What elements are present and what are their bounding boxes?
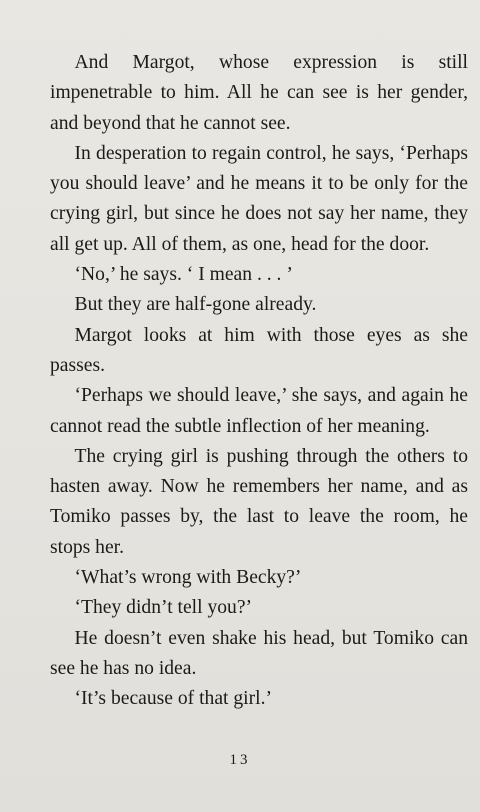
paragraph: ‘Perhaps we should leave,’ she says, and again he cannot read the subtle inflection of her meaning. xyxy=(50,385,468,437)
paragraph: He doesn’t even shake his head, but Tomiko can see he has no idea. xyxy=(50,627,468,679)
paragraph: Margot looks at him with those eyes as she passes. xyxy=(50,324,468,376)
paragraph: ‘They didn’t tell you?’ xyxy=(74,597,253,619)
paragraph: In desperation to regain control, he says, ‘Perhaps you should leave’ and he means it to be only for the crying girl, but since he does not say her name, they all get up. All of them, as one, head for the door. xyxy=(50,142,468,255)
paragraph: The crying girl is pushing through the others to hasten away. Now he remembers her name, and as Tomiko passes by, the last to leave the room, he stops her. xyxy=(50,445,468,558)
paragraph: ‘It’s because of that girl.’ xyxy=(74,688,272,710)
page-number: 13 xyxy=(229,752,251,768)
paragraph: And Margot, whose expression is still impenetrable to him. All he can see is her gender, and beyond that he cannot see. xyxy=(50,52,468,134)
body-text xyxy=(50,48,468,715)
paragraph: ‘What’s wrong with Becky?’ xyxy=(74,567,302,589)
paragraph: ‘No,’ he says. ‘ I mean . . . ’ xyxy=(74,264,293,286)
paragraph: But they are half-gone already. xyxy=(74,294,317,316)
